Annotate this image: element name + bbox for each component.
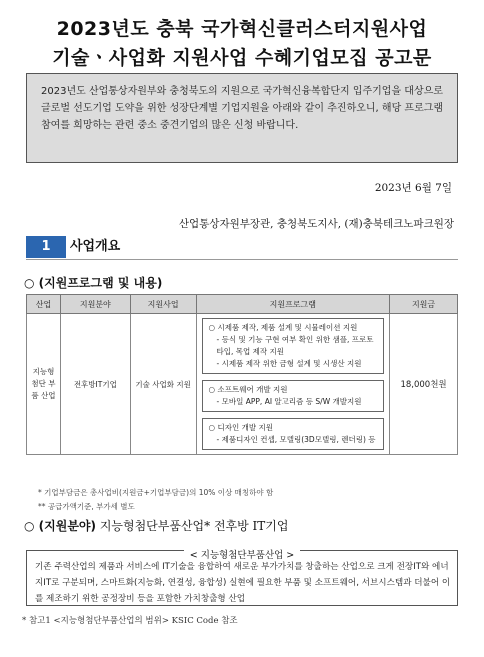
program-item: ○ 소프트웨어 개발 지원 [208, 385, 288, 394]
program-sub: - 제품디자인 컨셉, 모델링(3D모델링, 렌더링) 등 [216, 435, 376, 444]
header-funding: 지원금 [390, 295, 458, 314]
definition-text: 기존 주력산업의 제품과 서비스에 IT기술을 융합하여 새로운 부가가치를 창출하는 산업으로 크게 전장IT와 에너지IT로 구분되며, 스마트화(지능화, 연결성, 융합성) 실현에 필요한 부품 및 소프트웨어, 서브시스템과 더불어 이를 제조하기 위한 공정장비 등을 포함한 가치창출형 산업 [35, 562, 451, 604]
cell-programs [196, 314, 390, 455]
program-sub: - 시제품 제작 위한 금형 설계 및 시생산 지원 [216, 359, 362, 368]
cell-funding: 18,000천원 [390, 314, 458, 455]
program-heading: ○ (지원프로그램 및 내용) [24, 276, 163, 290]
field-heading-text: 지능형첨단부품산업* 전후방 IT기업 [96, 519, 289, 533]
note-matching: * 기업부담금은 총사업비(지원금+기업부담금)의 10% 이상 매칭하야 함 [38, 488, 274, 497]
definition-title: < 지능형첨단부품산업 > [184, 550, 301, 561]
header-program: 지원프로그램 [196, 295, 390, 314]
cell-business: 기술 사업화 지원 [130, 314, 196, 455]
program-box [202, 380, 385, 412]
program-box [202, 318, 385, 374]
program-sub: - 등식 및 기능 구현 여부 확인 위한 샘플, 프로토타입, 목업 제작 지원 [216, 335, 374, 356]
field-heading [24, 517, 288, 534]
section-number: 1 [26, 236, 66, 258]
page-title-line2: 기술ㆍ사업화 지원사업 수혜기업모집 공고문 [52, 47, 432, 69]
reference-note: * 참고1 <지능형첨단부품산업의 범위> KSIC Code 참조 [22, 616, 238, 626]
notice-box: 2023년도 산업통상자원부와 충청북도의 지원으로 국가혁신융복합단지 입주기업을 대상으로 글로벌 선도기업 도약을 위한 성장단계별 기업지원을 아래와 같이 추진하오니, 해당 프로그램 참여를 희망하는 관련 중소 중견기업의 많은 신청 바랍니다. [26, 73, 458, 163]
cell-field: 전후방IT기업 [60, 314, 130, 455]
page-title-line1: 2023년도 충북 국가혁신클러스터지원사업 [56, 18, 428, 40]
field-heading-label: ○ (지원분야) [24, 519, 96, 533]
section-title: 사업개요 [70, 239, 121, 254]
program-item: ○ 디자인 개발 지원 [208, 423, 273, 432]
cell-industry: 지능형 첨단 부품 산업 [27, 314, 61, 455]
table-row [27, 314, 458, 455]
announcement-date: 2023년 6월 7일 [374, 182, 452, 194]
section-divider [26, 259, 458, 260]
note-vat: ** 공급가액기준, 부가세 별도 [38, 502, 135, 511]
definition-title-wrap [0, 543, 484, 562]
program-table [26, 294, 458, 455]
table-header-row [27, 295, 458, 314]
program-box [202, 418, 385, 450]
header-business: 지원사업 [130, 295, 196, 314]
program-item: ○ 시제품 제작, 제품 설계 및 시뮬레이션 지원 [208, 323, 358, 332]
issuer: 산업통상자원부장관, 충청북도지사, (재)충북테크노파크원장 [178, 218, 454, 230]
header-field: 지원분야 [60, 295, 130, 314]
program-sub: - 모바일 APP, AI 알고리즘 등 S/W 개발지원 [216, 397, 362, 406]
header-industry: 산업 [27, 295, 61, 314]
